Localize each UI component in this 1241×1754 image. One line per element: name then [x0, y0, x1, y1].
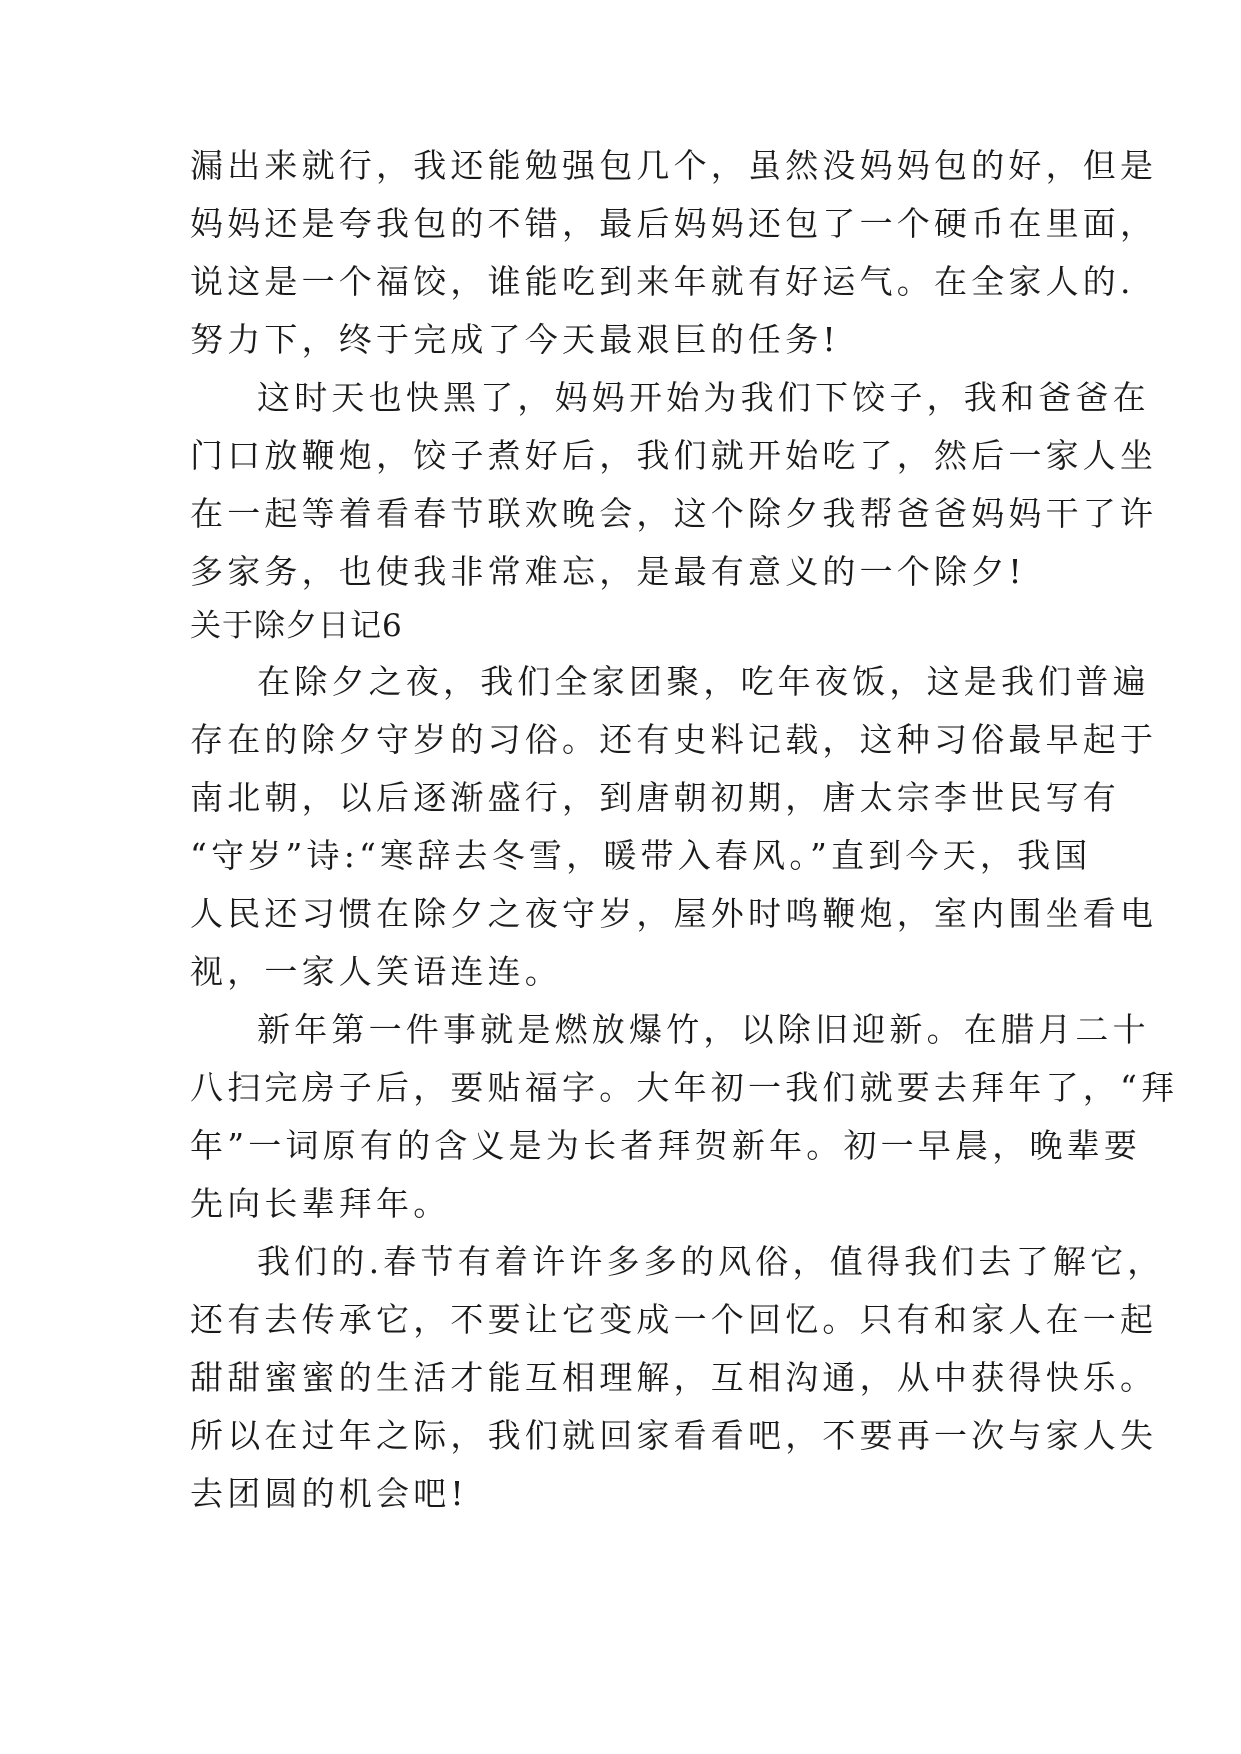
paragraph-3-line-2: 存在的除夕守岁的习俗。还有史料记载，这种习俗最早起于: [190, 720, 1158, 759]
paragraph-1-line-2: 妈妈还是夸我包的不错，最后妈妈还包了一个硬币在里面，: [190, 204, 1158, 243]
paragraph-1-line-3: 说这是一个福饺，谁能吃到来年就有好运气。在全家人的.: [190, 262, 1135, 301]
paragraph-4-line-4: 先向长辈拜年。: [190, 1184, 451, 1223]
paragraph-3-line-4: “守岁”诗:“寒辞去冬雪，暖带入春风。”直到今天，我国: [190, 836, 1092, 875]
paragraph-3-line-1: 在除夕之夜，我们全家团聚，吃年夜饭，这是我们普遍: [257, 662, 1150, 701]
paragraph-5-line-4: 所以在过年之际，我们就回家看看吧，不要再一次与家人失: [190, 1416, 1158, 1455]
paragraph-5-line-1: 我们的.春节有着许许多多的风俗，值得我们去了解它，: [257, 1242, 1165, 1281]
paragraph-3-line-5: 人民还习惯在除夕之夜守岁，屋外时鸣鞭炮，室内围坐看电: [190, 894, 1158, 933]
paragraph-3-line-3: 南北朝，以后逐渐盛行，到唐朝初期，唐太宗李世民写有: [190, 778, 1120, 817]
paragraph-5-line-2: 还有去传承它，不要让它变成一个回忆。只有和家人在一起: [190, 1300, 1158, 1339]
section-heading: 关于除夕日记6: [190, 608, 403, 644]
paragraph-4-line-2: 八扫完房子后，要贴福字。大年初一我们就要去拜年了，“拜: [190, 1068, 1179, 1107]
paragraph-5-line-3: 甜甜蜜蜜的生活才能互相理解，互相沟通，从中获得快乐。: [190, 1358, 1158, 1397]
paragraph-5-line-5: 去团圆的机会吧!: [190, 1474, 468, 1513]
paragraph-1-line-4: 努力下，终于完成了今天最艰巨的任务!: [190, 320, 840, 359]
paragraph-2-line-1: 这时天也快黑了，妈妈开始为我们下饺子，我和爸爸在: [257, 378, 1150, 417]
paragraph-4-line-3: 年”一词原有的含义是为长者拜贺新年。初一早晨，晚辈要: [190, 1126, 1142, 1165]
paragraph-4-line-1: 新年第一件事就是燃放爆竹，以除旧迎新。在腊月二十: [257, 1010, 1150, 1049]
paragraph-2-line-2: 门口放鞭炮，饺子煮好后，我们就开始吃了，然后一家人坐: [190, 436, 1158, 475]
paragraph-3-line-6: 视，一家人笑语连连。: [190, 952, 562, 991]
paragraph-2-line-3: 在一起等着看春节联欢晚会，这个除夕我帮爸爸妈妈干了许: [190, 494, 1158, 533]
paragraph-1-line-1: 漏出来就行，我还能勉强包几个，虽然没妈妈包的好，但是: [190, 146, 1158, 185]
paragraph-2-line-4: 多家务，也使我非常难忘，是最有意义的一个除夕!: [190, 552, 1026, 591]
